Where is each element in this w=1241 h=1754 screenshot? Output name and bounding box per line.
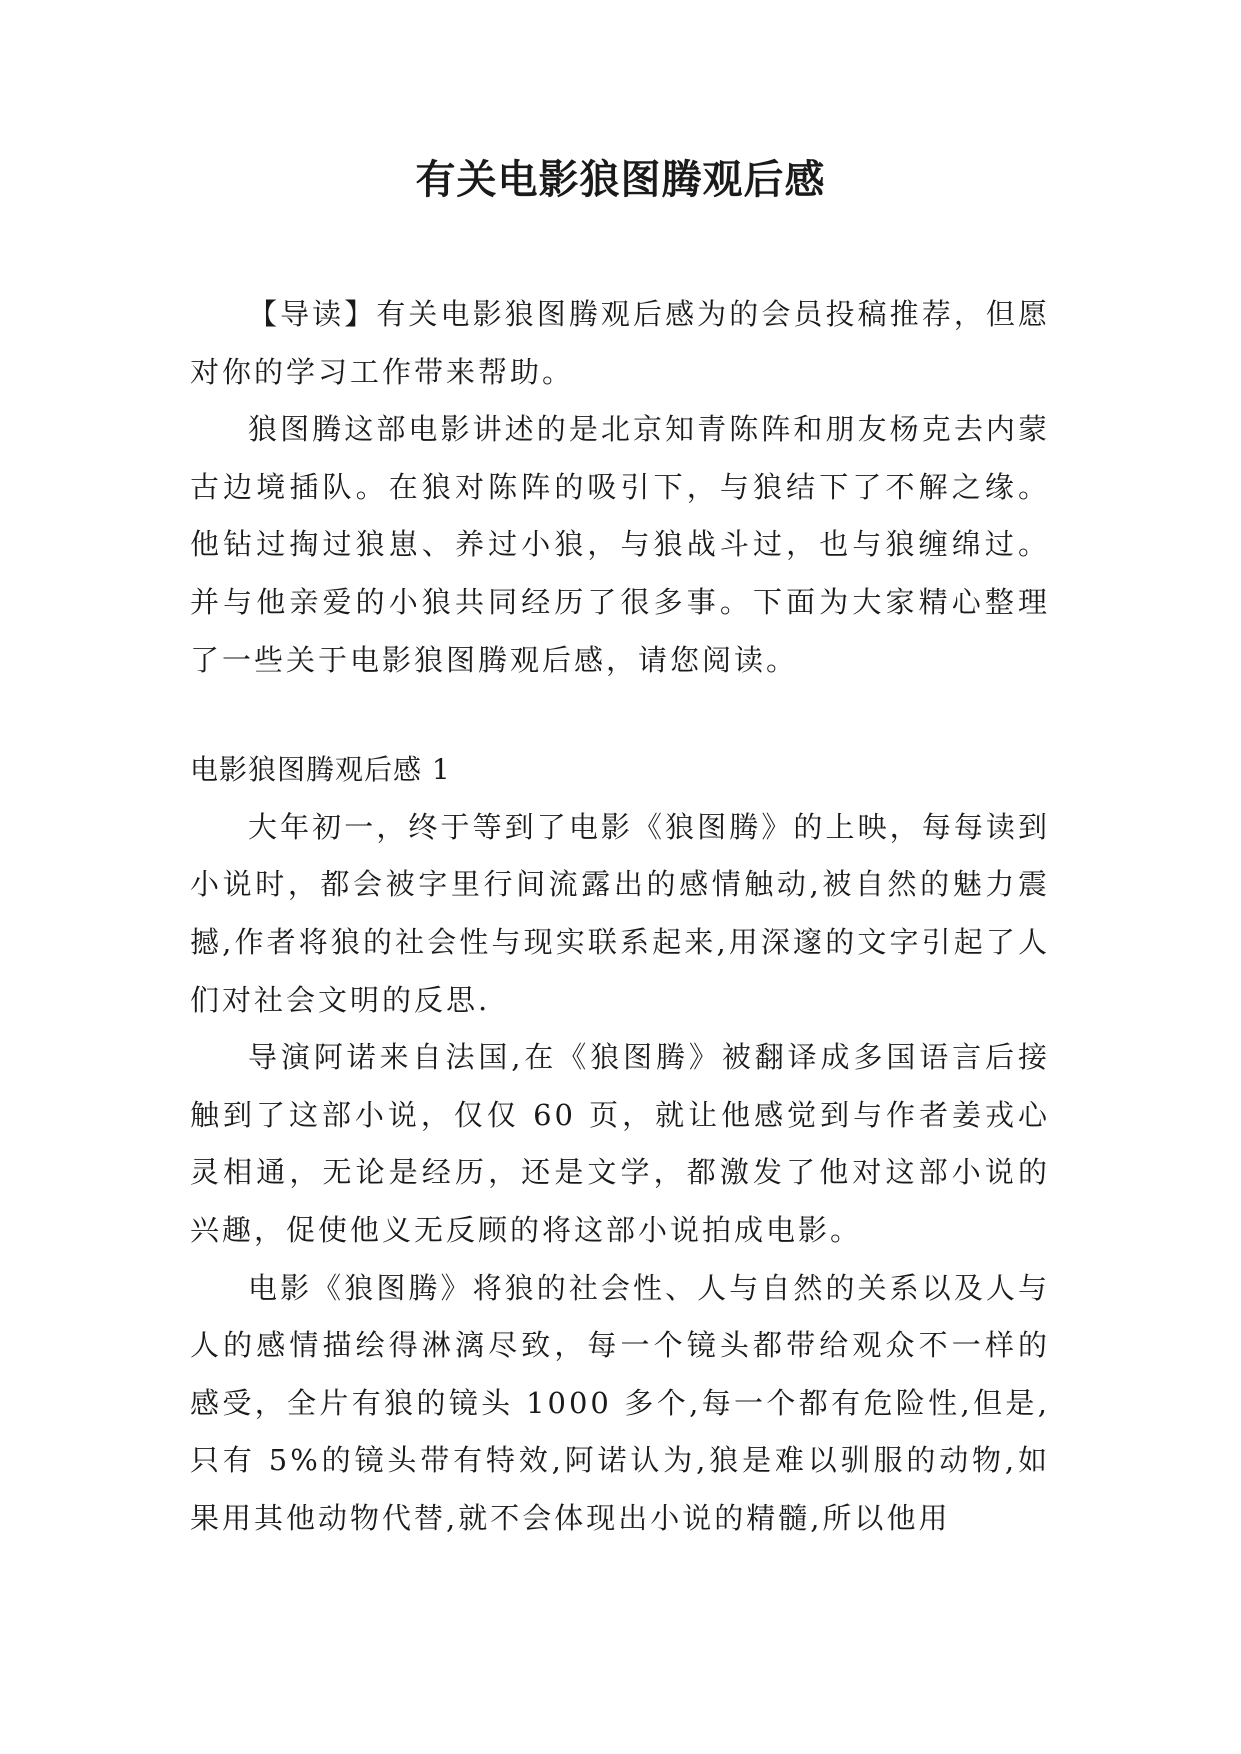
intro-paragraph: 【导读】有关电影狼图腾观后感为的会员投稿推荐，但愿对你的学习工作带来帮助。 xyxy=(190,297,1050,389)
section-paragraph: 大年初一，终于等到了电影《狼图腾》的上映，每每读到小说时，都会被字里行间流露出的感情触动,被自然的魅力震撼,作者将狼的社会性与现实联系起来,用深邃的文字引起了人们对社会文明的反思. xyxy=(190,809,1050,1017)
section-paragraph: 导演阿诺来自法国,在《狼图腾》被翻译成多国语言后接触到了这部小说，仅仅 60 页，就让他感觉到与作者姜戎心灵相通，无论是经历，还是文学，都激发了他对这部小说的兴趣，促使他义无反顾的将这部小说拍成电影。 xyxy=(190,1040,1050,1247)
document-title: 有关电影狼图腾观后感 xyxy=(415,156,826,203)
document-body xyxy=(190,286,1050,1547)
intro-paragraph: 狼图腾这部电影讲述的是北京知青陈阵和朋友杨克去内蒙古边境插队。在狼对陈阵的吸引下，与狼结下了不解之缘。他钻过掏过狼崽、养过小狼，与狼战斗过，也与狼缠绵过。并与他亲爱的小狼共同经历了很多事。下面为大家精心整理了一些关于电影狼图腾观后感，请您阅读。 xyxy=(190,412,1050,677)
section-heading: 电影狼图腾观后感 1 xyxy=(190,753,451,787)
section-paragraph: 电影《狼图腾》将狼的社会性、人与自然的关系以及人与人的感情描绘得淋漓尽致，每一个镜头都带给观众不一样的感受，全片有狼的镜头 1000 多个,每一个都有危险性,但是,只有 5%的镜头带有特效,阿诺认为,狼是难以驯服的动物,如果用其他动物代替,就不会体现出小说的精髓,所以他用 xyxy=(190,1270,1050,1535)
